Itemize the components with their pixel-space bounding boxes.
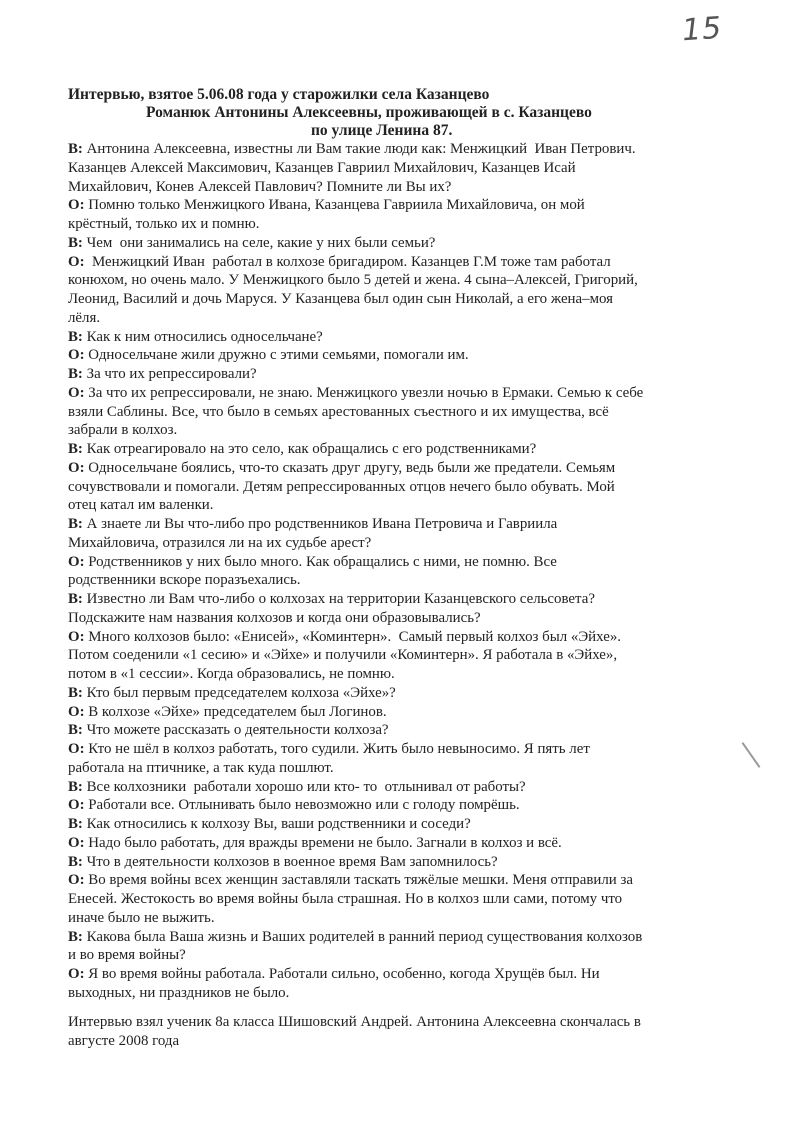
- question-label: В:: [68, 816, 83, 832]
- line-text: родственники вскоре поразъехались.: [68, 572, 301, 589]
- dialogue-line: [68, 515, 696, 534]
- answer-label: О:: [68, 253, 85, 270]
- line-text: Какова была Ваша жизнь и Ваших родителей в ранний период существования колхозов: [82, 928, 643, 945]
- line-text: Кто не шёл в колхоз работать, того судили. Жить было невыносимо. Я пять лет: [84, 741, 590, 757]
- line-text: Помню только Менжицкого Ивана, Казанцева Гавриила Михайловича, он мой: [84, 197, 585, 214]
- question-label: В:: [68, 366, 83, 382]
- dialogue-line: [68, 346, 696, 365]
- line-text: Я во время войны работала. Работали сильно, особенно, когода Хрущёв был. Ни: [84, 966, 600, 982]
- dialogue-line: [68, 459, 696, 478]
- line-text: Во время войны всех женщин заставляли таскать тяжёлые мешки. Меня отправили за: [84, 872, 633, 889]
- dialogue-line: [68, 684, 696, 703]
- question-label: В:: [68, 853, 83, 870]
- document-title: [0, 86, 800, 140]
- line-text: Много колхозов было: «Енисей», «Коминтерн». Самый первый колхоз был «Эйхе».: [84, 628, 621, 645]
- line-text: крёстный, только их и помню.: [68, 216, 260, 232]
- title-line-2: Романюк Антонины Алексеевны, проживающей в с. Казанцево: [146, 104, 592, 121]
- line-text: Чем они занимались на селе, какие у них были семьи?: [82, 234, 436, 251]
- dialogue-line: [68, 778, 696, 797]
- dialogue-continuation: [68, 478, 696, 497]
- dialogue-line: [68, 796, 696, 815]
- dialogue-line: [68, 440, 696, 459]
- answer-label: О:: [68, 872, 85, 889]
- dialogue-line: [68, 871, 696, 890]
- line-text: Потом соеденили «1 сесию» и «Эйхе» и получили «Коминтерн». Я работала в «Эйхе»,: [68, 647, 618, 664]
- dialogue-continuation: [68, 909, 696, 928]
- dialogue-continuation: [68, 946, 696, 965]
- dialogue-line: [68, 721, 696, 740]
- footer-line-2: августе 2008 года: [68, 1032, 180, 1049]
- line-text: Родственников у них было много. Как обращались с ними, не помню. Все: [84, 553, 557, 570]
- question-label: В:: [68, 441, 83, 457]
- line-text: выходных, ни праздников не было.: [68, 984, 290, 1001]
- dialogue-continuation: [68, 403, 696, 422]
- line-text: потом в «1 сессии». Когда образовались, не помню.: [68, 666, 395, 682]
- line-text: Известно ли Вам что-либо о колхозах на территории Казанцевского сельсовета?: [82, 591, 595, 607]
- pencil-mark: [742, 742, 761, 768]
- dialogue-line: [68, 196, 696, 215]
- line-text: лёля.: [68, 309, 101, 326]
- line-text: Односельчане жили дружно с этими семьями, помогали им.: [84, 347, 469, 364]
- dialogue-line: [68, 328, 696, 347]
- answer-label: О:: [68, 834, 85, 851]
- line-text: Подскажите нам названия колхозов и когда они образовывались?: [68, 609, 481, 626]
- dialogue-line: [68, 815, 696, 834]
- dialogue-line: [68, 384, 696, 403]
- question-label: В:: [68, 722, 83, 739]
- question-label: В:: [68, 591, 83, 607]
- dialogue-line: [68, 590, 696, 609]
- dialogue-line: [68, 834, 696, 853]
- dialogue-continuation: [68, 496, 696, 515]
- dialogue-continuation: [68, 534, 696, 553]
- question-label: В:: [68, 328, 83, 345]
- answer-label: О:: [68, 347, 85, 364]
- line-text: Казанцев Алексей Максимович, Казанцев Гавриил Михайлович, Казанцев Исай: [68, 159, 576, 176]
- dialogue-continuation: [68, 609, 696, 628]
- line-text: взяли Саблины. Все, что было в семьях арестованных съестного и их имущества, всё: [68, 403, 609, 420]
- answer-label: О:: [68, 703, 85, 720]
- line-text: и во время войны?: [68, 947, 186, 964]
- answer-label: О:: [68, 628, 85, 645]
- dialogue-line: [68, 928, 696, 947]
- line-text: Кто был первым председателем колхоза «Эйхе»?: [82, 684, 396, 701]
- dialogue-continuation: [68, 421, 696, 440]
- dialogue-continuation: [68, 215, 696, 234]
- answer-label: О:: [68, 197, 85, 214]
- dialogue-continuation: [68, 759, 696, 778]
- question-label: В:: [68, 684, 83, 701]
- line-text: Что в деятельности колхозов в военное время Вам запомнилось?: [82, 853, 498, 870]
- dialogue-line: [68, 234, 696, 253]
- line-text: Енесей. Жестокость во время войны была страшная. Но в колхоз шли сами, потому что: [68, 891, 623, 907]
- answer-label: О:: [68, 384, 85, 401]
- dialogue-line: [68, 140, 696, 159]
- line-text: Надо было работать, для вражды времени не было. Загнали в колхоз и всё.: [84, 834, 562, 851]
- question-label: В:: [68, 778, 83, 795]
- line-text: За что их репрессировали, не знаю. Менжицкого увезли ночью в Ермаки. Семью к себе: [84, 384, 644, 401]
- question-label: В:: [68, 141, 83, 157]
- line-text: За что их репрессировали?: [82, 366, 257, 382]
- dialogue-continuation: [68, 159, 696, 178]
- title-line-1: Интервью, взятое 5.06.08 года у старожилки села Казанцево: [68, 86, 490, 103]
- dialogue-continuation: [68, 984, 696, 1003]
- dialogue-line: [68, 703, 696, 722]
- question-label: В:: [68, 516, 83, 532]
- answer-label: О:: [68, 966, 85, 982]
- line-text: Как к ним относились односельчане?: [82, 328, 323, 345]
- dialogue-continuation: [68, 890, 696, 909]
- dialogue-continuation: [68, 646, 696, 665]
- line-text: В колхозе «Эйхе» председателем был Логинов.: [84, 703, 387, 720]
- dialogue-continuation: [68, 178, 696, 197]
- line-text: Менжицкий Иван работал в колхозе бригадиром. Казанцев Г.М тоже там работал: [84, 253, 611, 270]
- line-text: Как отреагировало на это село, как обращались с его родственниками?: [82, 441, 537, 457]
- line-text: Михайловича, отразился ли на их судьбе арест?: [68, 534, 372, 551]
- question-label: В:: [68, 234, 83, 251]
- line-text: Все колхозники работали хорошо или кто- то отлынивал от работы?: [82, 778, 526, 795]
- line-text: отец катал им валенки.: [68, 497, 214, 514]
- dialogue-line: [68, 253, 696, 272]
- document-footer: [68, 1013, 708, 1051]
- dialogue-line: [68, 853, 696, 872]
- answer-label: О:: [68, 797, 85, 814]
- dialogue-line: [68, 628, 696, 647]
- line-text: иначе было не выжить.: [68, 909, 215, 926]
- line-text: сочувствовали и помогали. Детям репрессированных отцов нечего было обувать. Мой: [68, 478, 615, 495]
- dialogue-continuation: [68, 665, 696, 684]
- dialogue-continuation: [68, 290, 696, 309]
- dialogue-line: [68, 365, 696, 384]
- handwritten-page-number: 15: [680, 10, 724, 49]
- dialogue-line: [68, 553, 696, 572]
- line-text: Что можете рассказать о деятельности колхоза?: [82, 722, 389, 739]
- line-text: Леонид, Василий и дочь Маруся. У Казанцева был один сын Николай, а его жена–моя: [68, 291, 614, 307]
- title-line-3: по улице Ленина 87.: [311, 122, 453, 139]
- line-text: А знаете ли Вы что-либо про родственников Ивана Петровича и Гавриила: [82, 516, 558, 532]
- dialogue-continuation: [68, 271, 696, 290]
- line-text: Михайлович, Конев Алексей Павлович? Помните ли Вы их?: [68, 178, 452, 195]
- line-text: Односельчане боялись, что-то сказать друг другу, ведь были же предатели. Семьям: [84, 459, 616, 476]
- dialogue-line: [68, 740, 696, 759]
- dialogue-continuation: [68, 309, 696, 328]
- line-text: конюхом, но очень мало. У Менжицкого было 5 детей и жена. 4 сына–Алексей, Григорий,: [68, 272, 638, 289]
- line-text: забрали в колхоз.: [68, 422, 178, 439]
- interview-body: [68, 140, 696, 1003]
- line-text: Как относились к колхозу Вы, ваши родственники и соседи?: [82, 816, 471, 832]
- answer-label: О:: [68, 459, 85, 476]
- dialogue-continuation: [68, 571, 696, 590]
- line-text: Работали все. Отлынивать было невозможно или с голоду помрёшь.: [84, 797, 520, 814]
- answer-label: О:: [68, 553, 85, 570]
- footer-line-1: Интервью взял ученик 8а класса Шишовский Андрей. Антонина Алексеевна скончалась в: [68, 1014, 641, 1030]
- line-text: работала на птичнике, а так куда пошлют.: [68, 759, 334, 776]
- question-label: В:: [68, 928, 83, 945]
- dialogue-line: [68, 965, 696, 984]
- line-text: Антонина Алексеевна, известны ли Вам такие люди как: Менжицкий Иван Петрович.: [82, 141, 636, 157]
- answer-label: О:: [68, 741, 85, 757]
